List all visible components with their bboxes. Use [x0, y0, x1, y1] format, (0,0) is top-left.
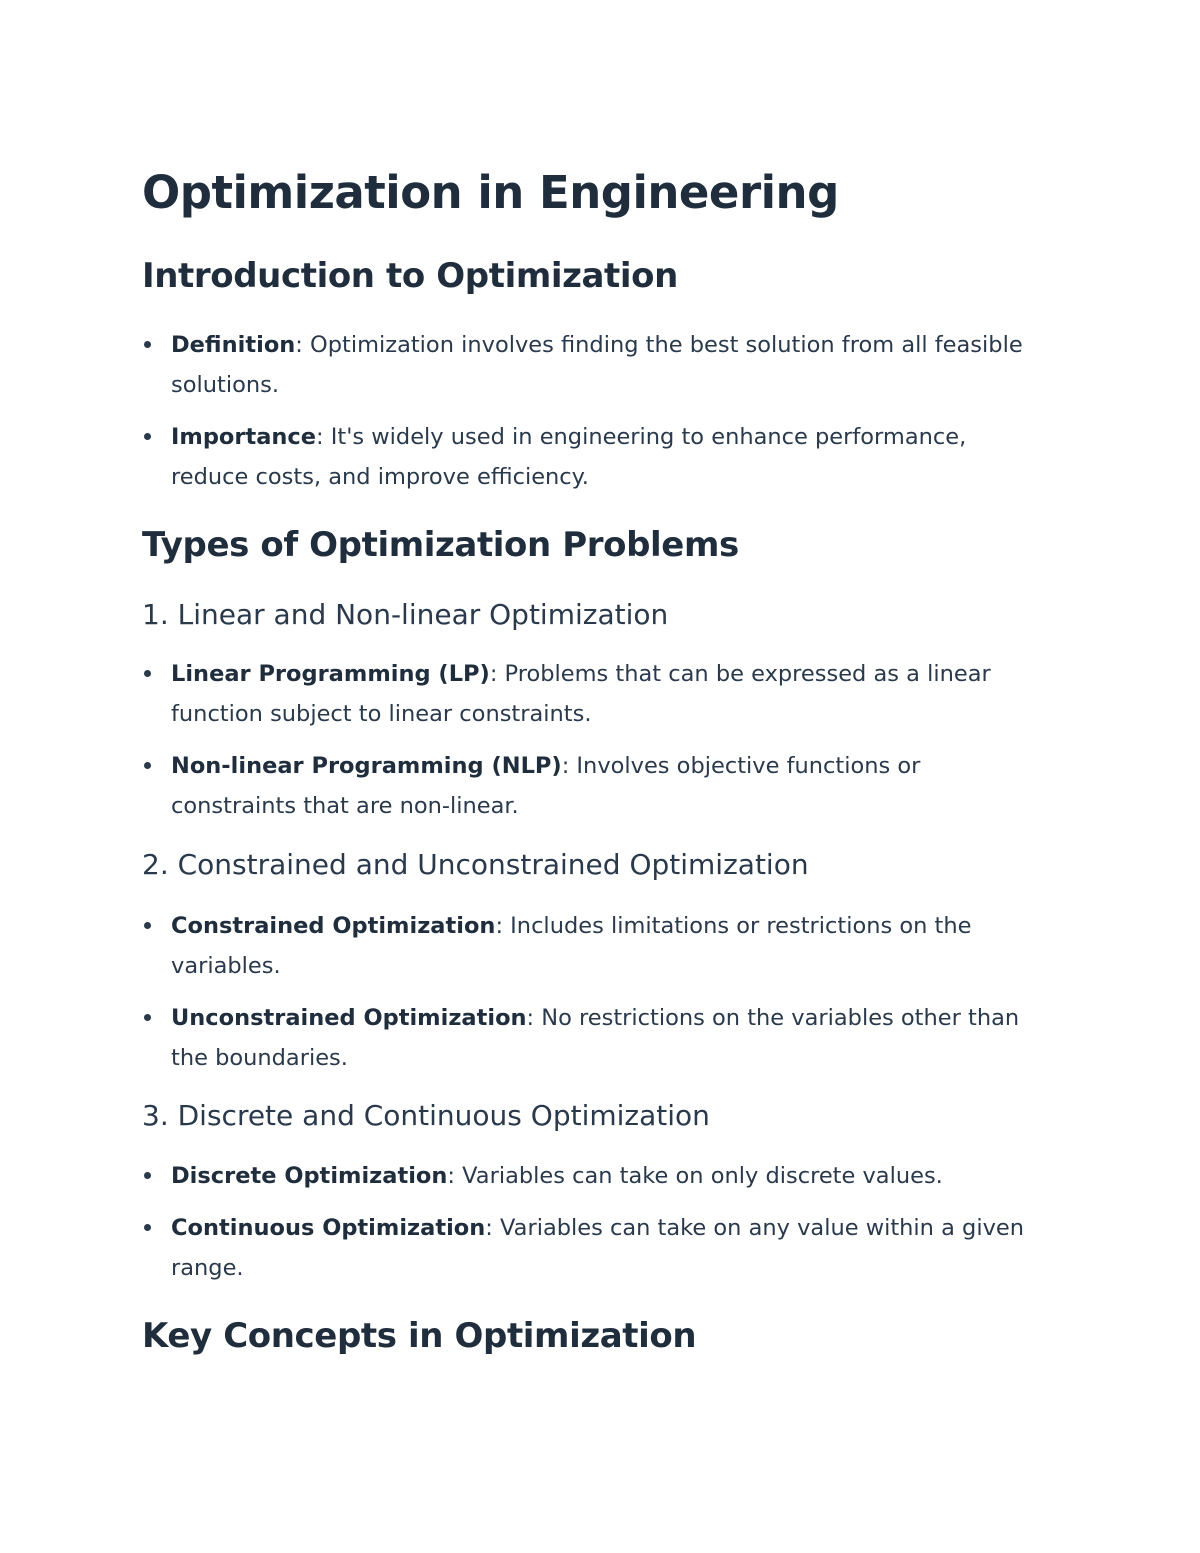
intro-list [142, 325, 1042, 509]
term-description: : Optimization involves finding the best solution from all feasible solutions. [171, 332, 1023, 398]
list-item [142, 1208, 1042, 1288]
list-item [142, 906, 1042, 986]
subsection-heading-discrete: 3. Discrete and Continuous Optimization [142, 1099, 710, 1132]
term-label: Continuous Optimization [171, 1215, 486, 1241]
discrete-list [142, 1156, 1042, 1300]
section-heading-key-concepts: Key Concepts in Optimization [142, 1316, 697, 1356]
term-label: Discrete Optimization [171, 1163, 448, 1189]
term-label: Non-linear Programming (NLP) [171, 753, 562, 779]
page-title: Optimization in Engineering [142, 166, 839, 219]
list-item [142, 1156, 1042, 1196]
term-label: Definition [171, 332, 296, 358]
term-label: Importance [171, 424, 317, 450]
list-item [142, 654, 1042, 734]
term-label: Linear Programming (LP) [171, 661, 490, 687]
constrained-list [142, 906, 1042, 1090]
term-description: : Variables can take on only discrete values. [447, 1163, 943, 1189]
list-item [142, 746, 1042, 826]
list-item [142, 325, 1042, 405]
section-heading-intro: Introduction to Optimization [142, 256, 678, 296]
term-label: Unconstrained Optimization [171, 1005, 527, 1031]
term-description: : Problems that can be expressed as a linear function subject to linear constraints. [171, 661, 991, 727]
term-label: Constrained Optimization [171, 913, 496, 939]
term-description: : It's widely used in engineering to enhance performance, reduce costs, and improve efficiency. [171, 424, 967, 490]
subsection-heading-linear: 1. Linear and Non-linear Optimization [142, 598, 669, 631]
section-heading-types: Types of Optimization Problems [142, 525, 739, 565]
linear-list [142, 654, 1042, 838]
term-description: : Includes limitations or restrictions on the variables. [171, 913, 972, 979]
list-item [142, 417, 1042, 497]
term-description: : Involves objective functions or constraints that are non-linear. [171, 753, 921, 819]
term-description: : Variables can take on any value within a given range. [171, 1215, 1024, 1281]
list-item [142, 998, 1042, 1078]
subsection-heading-constrained: 2. Constrained and Unconstrained Optimization [142, 848, 809, 881]
term-description: : No restrictions on the variables other than the boundaries. [171, 1005, 1020, 1071]
